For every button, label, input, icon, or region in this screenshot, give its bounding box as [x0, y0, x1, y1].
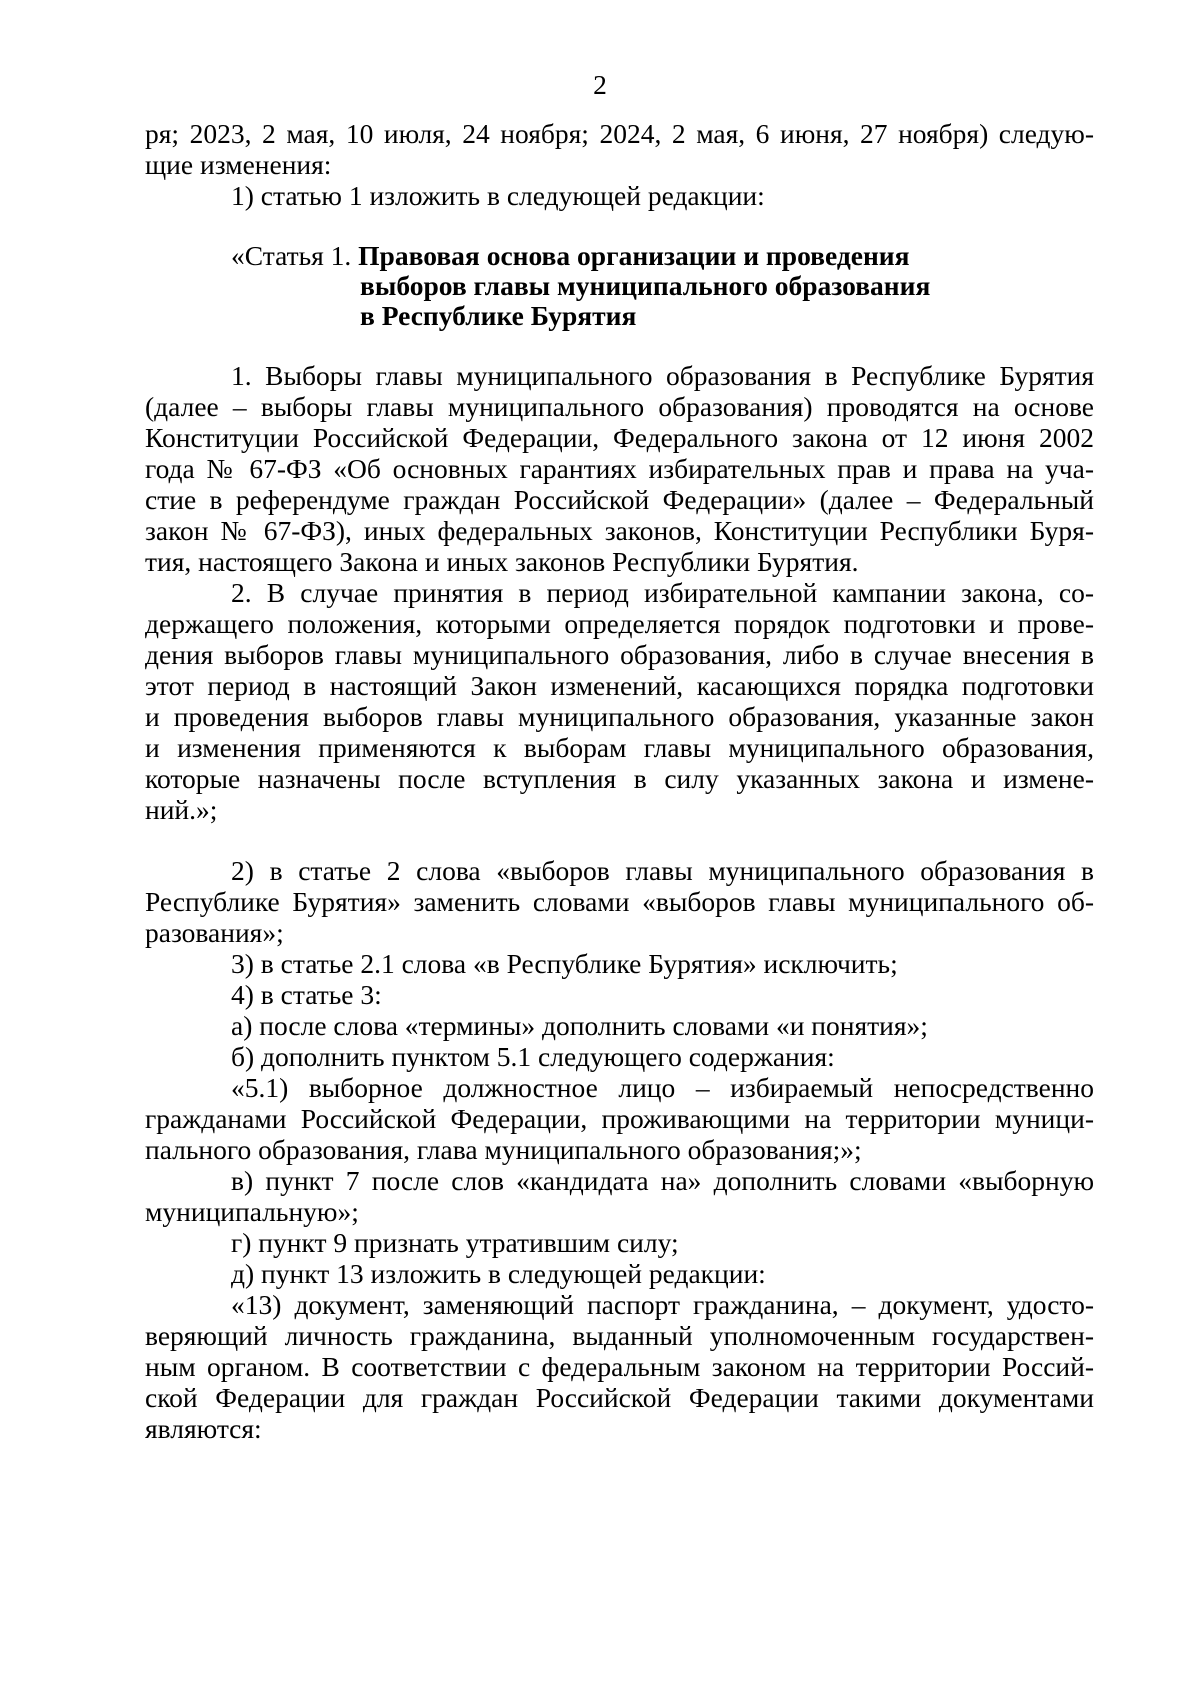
text-line: в) пункт 7 после слов «кандидата на» дополнить словами «выборную — [231, 1165, 1094, 1196]
text-line: 1. Выборы главы муниципального образования в Республике Бурятия — [231, 360, 1094, 391]
text-line: гражданами Российской Федерации, проживающими на территории муници- — [145, 1103, 1094, 1134]
text-line: 3) в статье 2.1 слова «в Республике Бурятия» исключить; — [231, 948, 898, 979]
text-line: 2. В случае принятия в период избирательной кампании закона, со- — [231, 577, 1094, 608]
text-line: этот период в настоящий Закон изменений, касающихся порядка подготовки — [145, 670, 1094, 701]
text-line: и изменения применяются к выборам главы муниципального образования, — [145, 732, 1094, 763]
text-line: б) дополнить пунктом 5.1 следующего содержания: — [231, 1041, 835, 1072]
text-line: являются: — [145, 1413, 262, 1444]
text-line: ным органом. В соответствии с федеральным законом на территории Россий- — [145, 1351, 1094, 1382]
text-line: дения выборов главы муниципального образования, либо в случае внесения в — [145, 639, 1094, 670]
text-line: и проведения выборов главы муниципального образования, указанные закон — [145, 701, 1094, 732]
text-line: года № 67-ФЗ «Об основных гарантиях избирательных прав и права на уча- — [145, 453, 1094, 484]
text-line: ря; 2023, 2 мая, 10 июля, 24 ноября; 2024, 2 мая, 6 июня, 27 ноября) следую- — [145, 118, 1094, 149]
text-line: стие в референдуме граждан Российской Федерации» (далее – Федеральный — [145, 484, 1094, 515]
text-line: держащего положения, которыми определяется порядок подготовки и прове- — [145, 608, 1094, 639]
text-line: ний.»; — [145, 794, 218, 825]
text-line: веряющий личность гражданина, выданный уполномоченным государствен- — [145, 1320, 1094, 1351]
text-line: закон № 67-ФЗ), иных федеральных законов, Конституции Республики Буря- — [145, 515, 1094, 546]
text-line: ской Федерации для граждан Российской Федерации такими документами — [145, 1382, 1094, 1413]
text-line: 4) в статье 3: — [231, 979, 382, 1010]
text-line: 2) в статье 2 слова «выборов главы муниципального образования в — [231, 855, 1094, 886]
page-number: 2 — [593, 69, 607, 100]
text-line: д) пункт 13 изложить в следующей редакции: — [231, 1258, 766, 1289]
text-line: «13) документ, заменяющий паспорт гражданина, – документ, удосто- — [231, 1289, 1094, 1320]
article-heading-title-line: выборов главы муниципального образования — [360, 270, 931, 301]
text-line: разования»; — [145, 917, 284, 948]
article-heading-title-line: в Республике Бурятия — [360, 300, 637, 331]
article-heading-title: Правовая основа организации и проведения — [358, 240, 910, 271]
text-line: муниципальную»; — [145, 1196, 359, 1227]
text-line: 1) статью 1 изложить в следующей редакции: — [231, 180, 765, 211]
text-line: г) пункт 9 признать утратившим силу; — [231, 1227, 679, 1258]
text-line: тия, настоящего Закона и иных законов Республики Бурятия. — [145, 546, 859, 577]
text-line: Республике Бурятия» заменить словами «выборов главы муниципального об- — [145, 886, 1094, 917]
text-line: которые назначены после вступления в силу указанных закона и измене- — [145, 763, 1094, 794]
text-line: (далее – выборы главы муниципального образования) проводятся на основе — [145, 391, 1094, 422]
text-line: а) после слова «термины» дополнить словами «и понятия»; — [231, 1010, 928, 1041]
text-line: «5.1) выборное должностное лицо – избираемый непосредственно — [231, 1072, 1094, 1103]
text-line: щие изменения: — [145, 149, 332, 180]
article-heading — [231, 240, 910, 271]
article-heading-prefix: «Статья 1. — [231, 240, 359, 271]
text-line: пального образования, глава муниципального образования;»; — [145, 1134, 862, 1165]
text-line: Конституции Российской Федерации, Федерального закона от 12 июня 2002 — [145, 422, 1094, 453]
